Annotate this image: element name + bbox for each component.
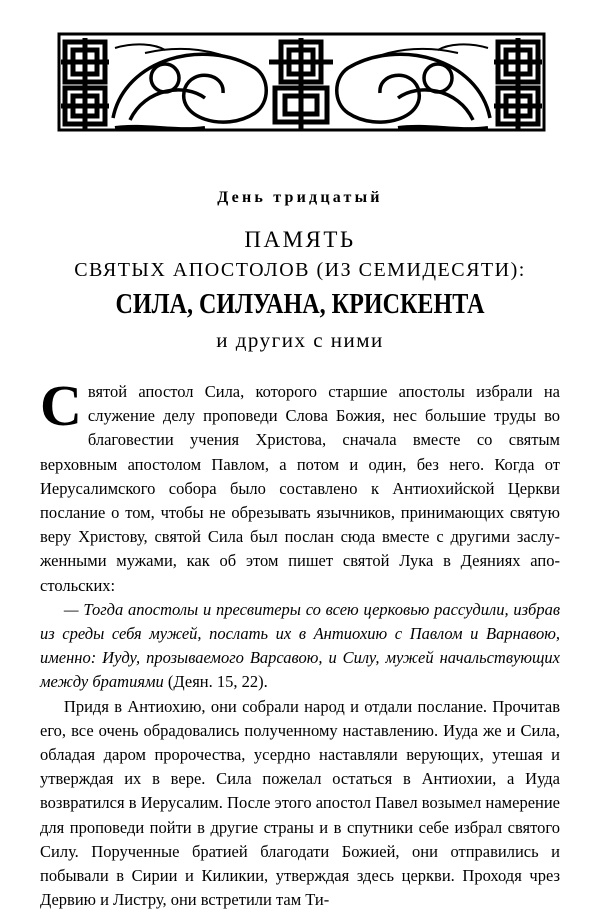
celtic-knot-ornament [55,28,548,136]
scripture-quote [40,598,560,695]
day-heading: День тридцатый [217,189,383,206]
quote-reference: (Деян. 15, 22). [167,672,268,692]
paragraph-1-text: вятой апостол Сила, которого старшие апостолы избрали на служение делу проповеди Слова Божия, нес большие труды во благовестии учения Христова, сначала вместе со святым верховным апостолом Павлом, а потом и один, без него. Когда от Иерусалимского собора было составлено к Антиохийской Церкви послание о том, чтобы не обрезывать язычников, принимающих святую веру Христову, святой Сила был послан сюда вместе с другими заслуженными мужами, как об этом пишет святой Лука в Деяниях апостольских: [40,382,560,595]
title-names: СИЛА, СИЛУАНА, КРИСКЕНТА [115,289,485,320]
drop-cap: С [40,373,82,438]
title-apostles: СВЯТЫХ АПОСТОЛОВ (ИЗ СЕМИДЕСЯТИ): [74,259,526,281]
paragraph-2: Придя в Антиохию, они собрали народ и отдали послание. Прочитав его, все очень обрадовались полученному наставлению. Иуда же и Сила, обладая даром пророчества, усердно наставляли верующих, утешая и утверждая их в вере. Сила пожелал остаться в Антиохии, а Иуда возвратился в Иерусалим. После этого апостол Павел возымел намерение для проповеди пойти в другие страны и в спутники себе избрал святого Силу. Порученные братией благодати Божией, они отправились и побывали в Сирии и Киликии, утверждая здесь церкви. Проходя чрез Дервию и Листру, они встретили там Ти- [40,696,560,910]
quote-text: — Тогда апостолы и пресвитеры со всею церковью рассудили, избрав из среды себя мужей, послать их в Антиохию с Павлом и Варнавою, именно: Иуду, прозываемого Варсавою, и Силу, мужей начальствующих между братиями [40,599,560,692]
paragraph-1 [40,373,560,598]
title-others: и других с ними [216,328,384,352]
title-memory: ПАМЯТЬ [244,227,356,252]
body-text [40,373,560,912]
